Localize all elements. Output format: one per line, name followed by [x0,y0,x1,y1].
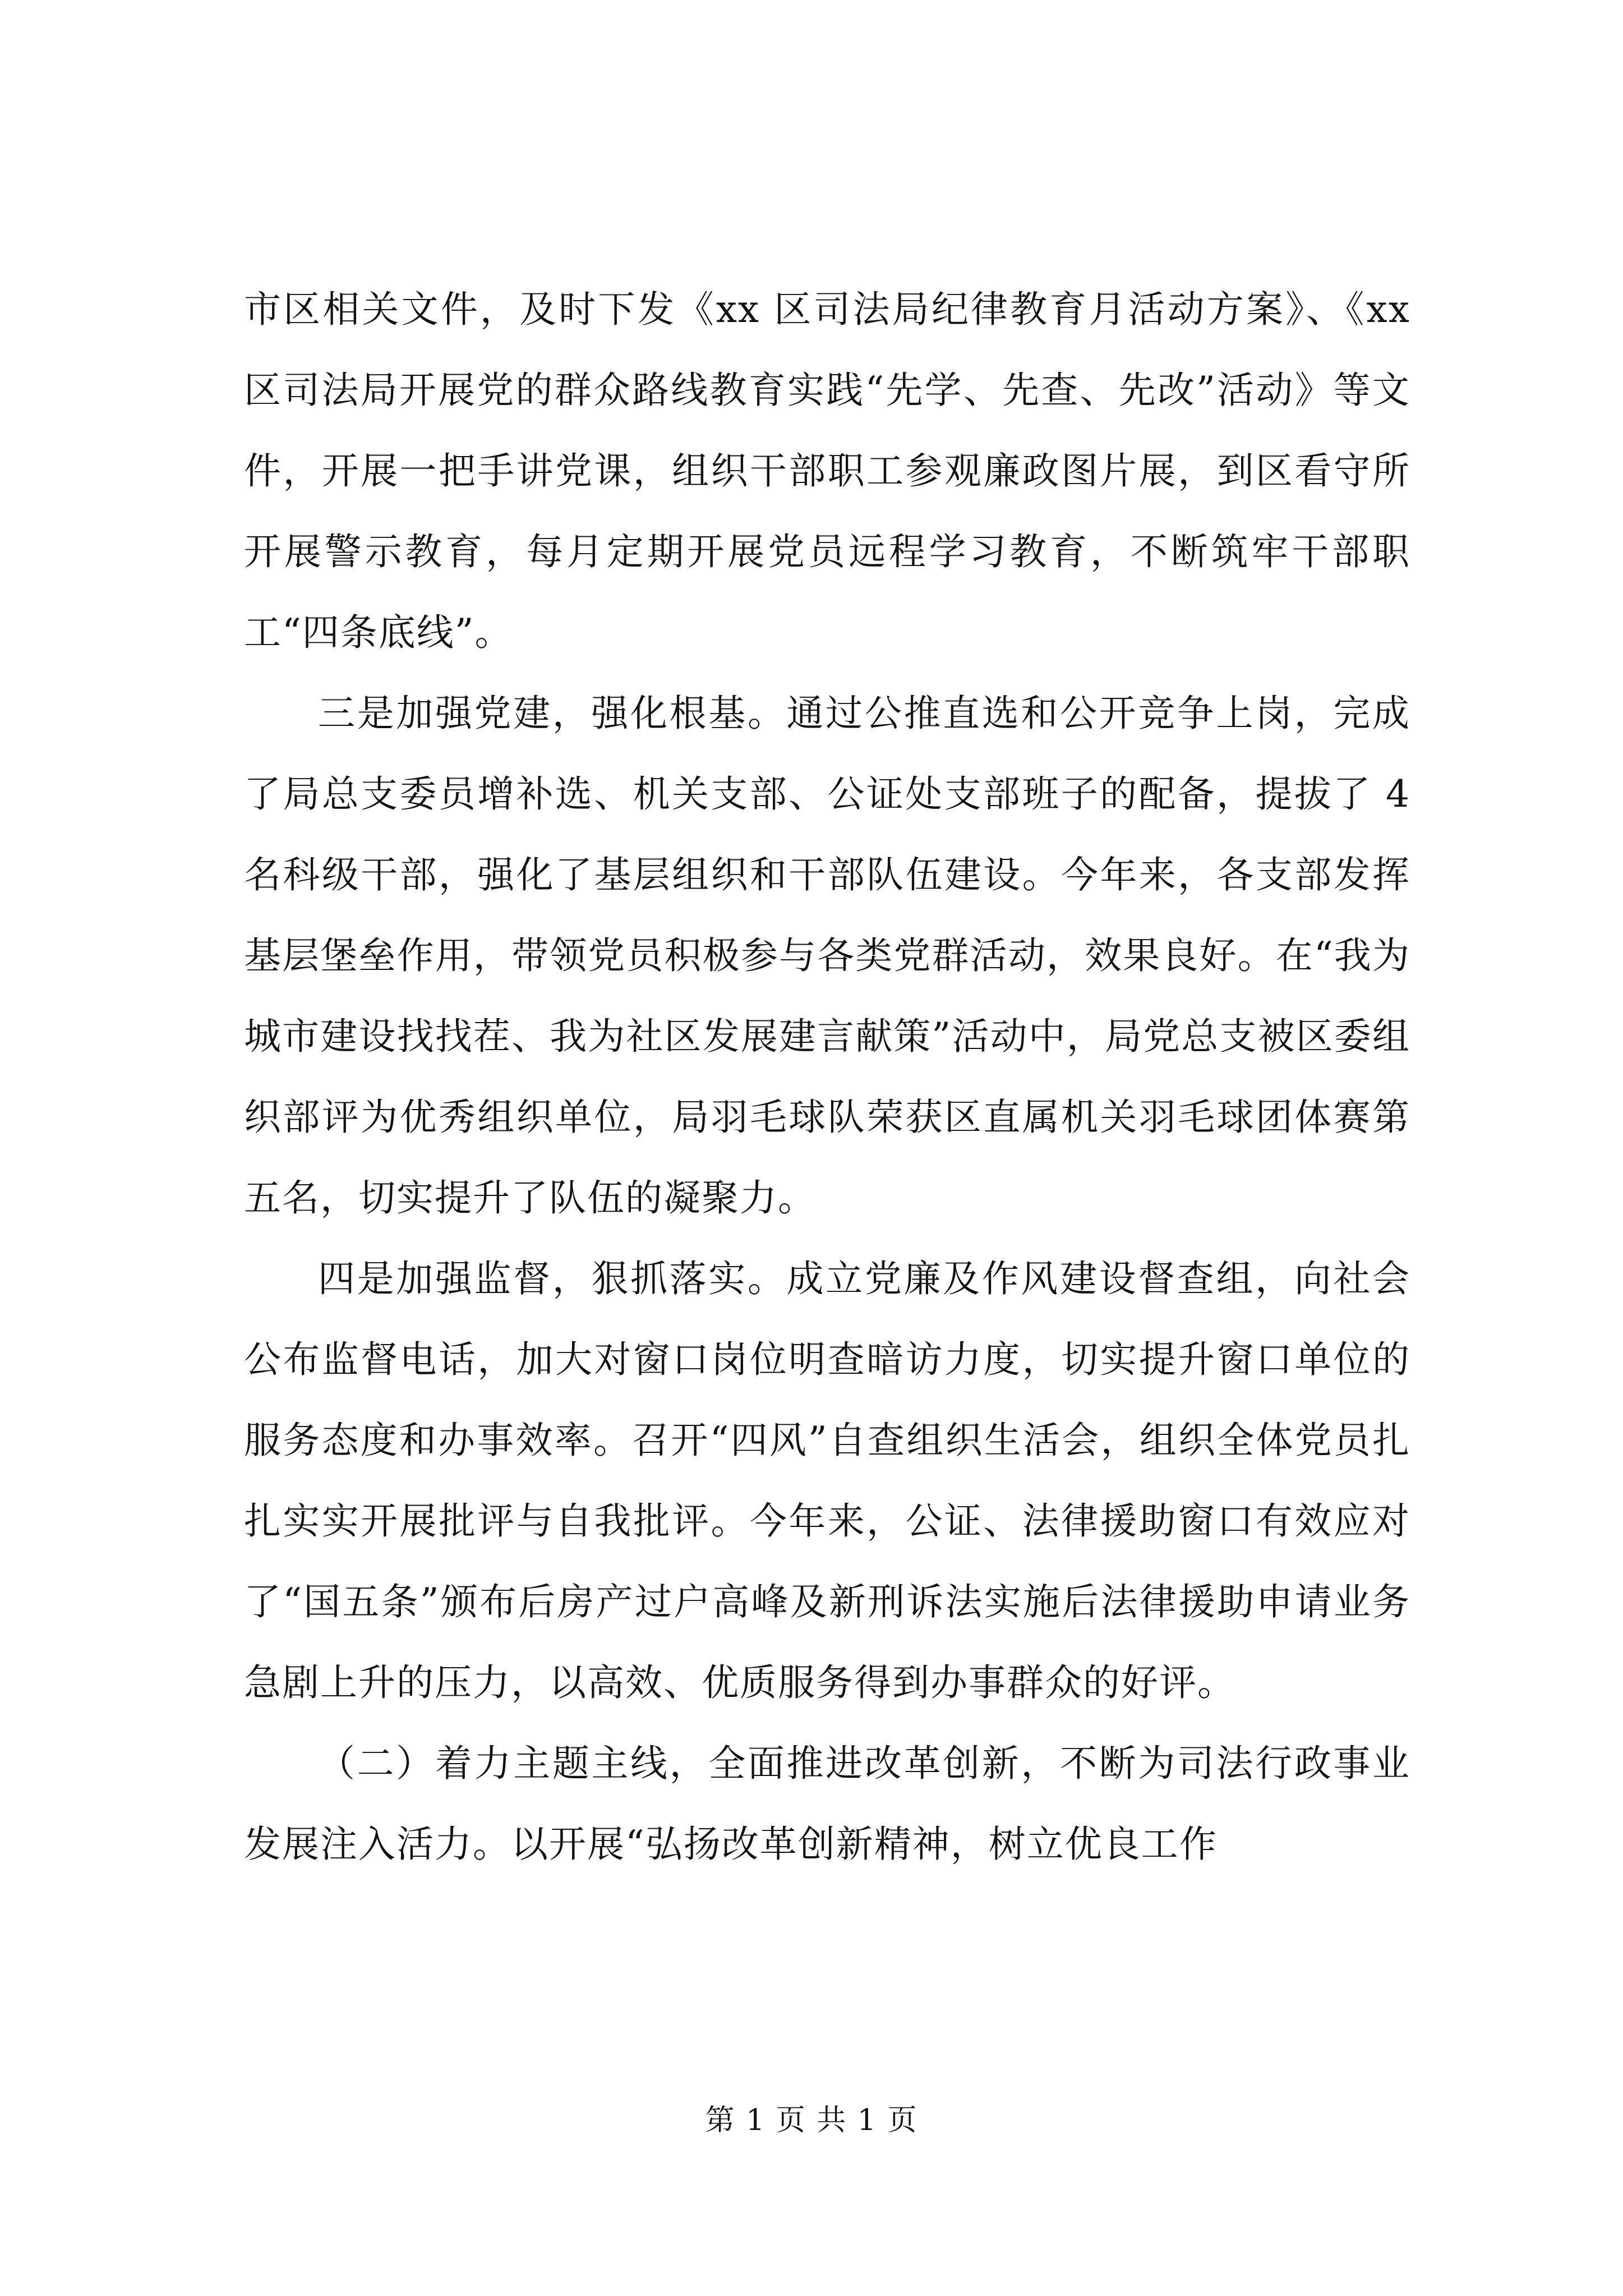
paragraph-section-two: （二）着力主题主线，全面推进改革创新，不断为司法行政事业发展注入活力。以开展“弘扬改革创新精神，树立优良工作 [244,1742,1410,1866]
document-body [244,269,1410,1885]
page-footer: 第 1 页 共 1 页 [705,2104,918,2137]
paragraph-party-building: 三是加强党建，强化根基。通过公推直选和公开竞争上岗，完成了局总支委员增补选、机关支部、公证处支部班子的配备，提拔了 4 名科级干部，强化了基层组织和干部队伍建设。今年来，各支部发挥基层堡垒作用，带领党员积极参与各类党群活动，效果良好。在“我为城市建设找找茬、我为社区发展建言献策”活动中，局党总支被区委组织部评为优秀组织单位，局羽毛球队荣获区直属机关羽毛球团体赛第五名，切实提升了队伍的凝聚力。 [244,692,1410,1220]
paragraph-supervision: 四是加强监督，狠抓落实。成立党廉及作风建设督查组，向社会公布监督电话，加大对窗口岗位明查暗访力度，切实提升窗口单位的服务态度和办事效率。召开“四风”自查组织生活会，组织全体党员扎扎实实开展批评与自我批评。今年来，公证、法律援助窗口有效应对了“国五条”颁布后房产过户高峰及新刑诉法实施后法律援助申请业务急剧上升的压力，以高效、优质服务得到办事群众的好评。 [244,1257,1410,1704]
paragraph-continued: 市区相关文件，及时下发《xx 区司法局纪律教育月活动方案》、《xx 区司法局开展党的群众路线教育实践“先学、先查、先改”活动》等文件，开展一把手讲党课，组织干部职工参观廉政图片展，到区看守所开展警示教育，每月定期开展党员远程学习教育，不断筑牢干部职工“四条底线”。 [244,288,1410,654]
